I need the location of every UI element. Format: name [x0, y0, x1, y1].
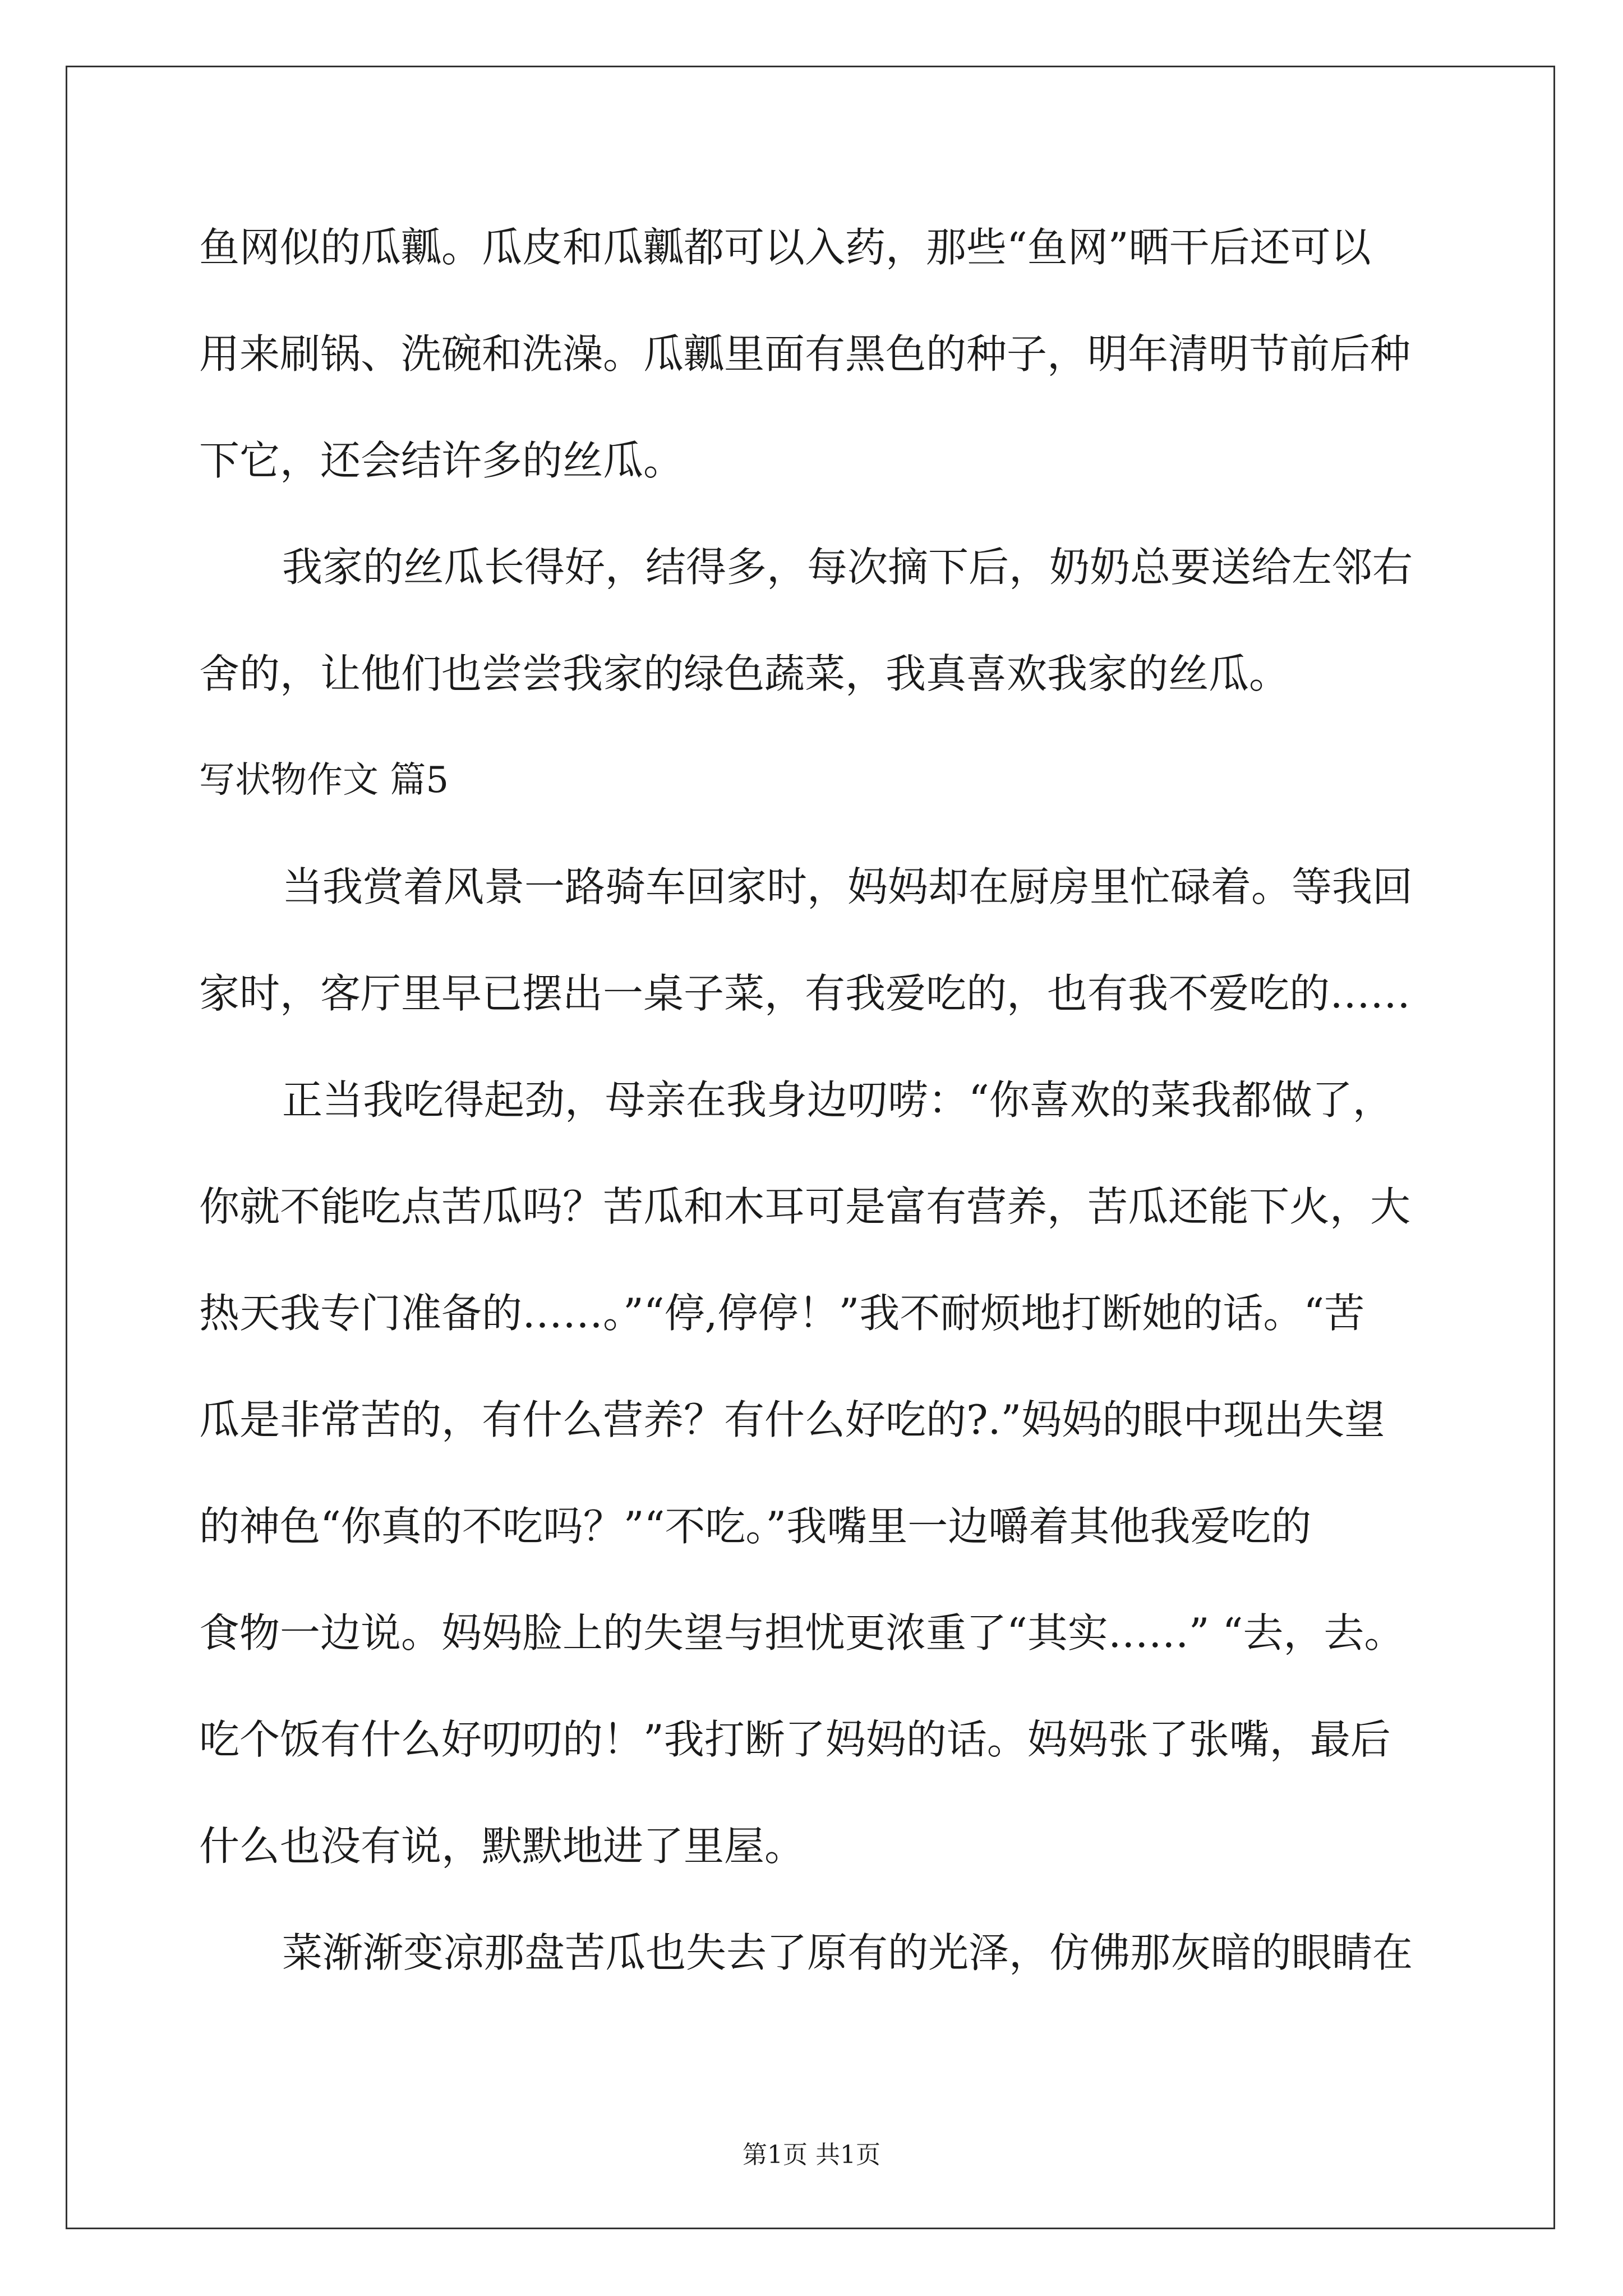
text-line: 热天我专门准备的……。”“停,停停！”我不耐烦地打断她的话。“苦 [199, 1290, 1365, 1337]
text-line: 当我赏着风景一路骑车回家时，妈妈却在厨房里忙碌着。等我回 [282, 863, 1413, 910]
text-line: 食物一边说。妈妈脸上的失望与担忧更浓重了“其实……” “去，去。 [199, 1609, 1405, 1657]
text-line: 舍的，让他们也尝尝我家的绿色蔬菜，我真喜欢我家的丝瓜。 [199, 650, 1290, 697]
text-line: 鱼网似的瓜瓤。瓜皮和瓜瓤都可以入药，那些“鱼网”晒干后还可以 [199, 224, 1371, 271]
text-line: 家时，客厅里早已摆出一桌子菜，有我爱吃的，也有我不爱吃的…… [199, 970, 1411, 1017]
section-heading: 写状物作文 篇5 [199, 760, 449, 801]
text-line: 我家的丝瓜长得好，结得多，每次摘下后，奶奶总要送给左邻右 [282, 544, 1413, 591]
page-footer: 第1页 共1页 [743, 2141, 880, 2169]
text-line: 正当我吃得起劲，母亲在我身边叨唠：“你喜欢的菜我都做了， [282, 1076, 1393, 1124]
text-line: 你就不能吃点苦瓜吗？苦瓜和木耳可是富有营养，苦瓜还能下火，大 [199, 1183, 1411, 1230]
text-line: 的神色“你真的不吃吗？”“不吃。”我嘴里一边嚼着其他我爱吃的 [199, 1503, 1312, 1550]
text-line: 什么也没有说，默默地进了里屋。 [199, 1823, 805, 1870]
document-body [199, 208, 1427, 2019]
text-line: 菜渐渐变凉那盘苦瓜也失去了原有的光泽，仿佛那灰暗的眼睛在 [282, 1929, 1413, 1976]
text-line: 用来刷锅、洗碗和洗澡。瓜瓤里面有黑色的种子，明年清明节前后种 [199, 330, 1411, 378]
text-line: 瓜是非常苦的，有什么营养？有什么好吃的?.”妈妈的眼中现出失望 [199, 1396, 1385, 1443]
text-line: 下它，还会结许多的丝瓜。 [199, 437, 684, 484]
text-line: 吃个饭有什么好叨叨的！”我打断了妈妈的话。妈妈张了张嘴，最后 [199, 1716, 1391, 1763]
